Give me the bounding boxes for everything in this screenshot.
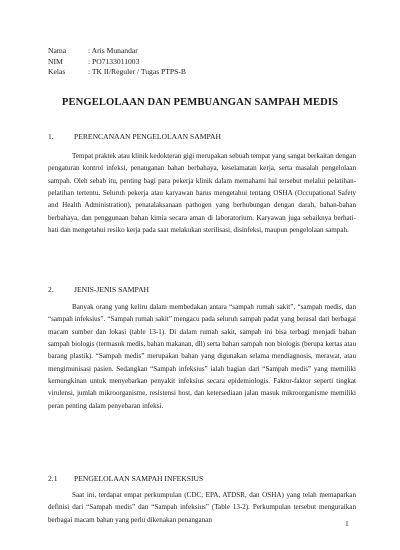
section-heading-2-1 (48, 474, 203, 483)
identity-row-class (48, 67, 186, 78)
section-body-2: Banyak orang yang keliru dalam membedakan antara “sampah rumah sakit”, “sampah medis, dan “sampah infeksius”. “Sampah rumah sakit” mengacu pada seluruh sampah padat yang berasal dari berbagai macam sumber dan lokasi (table 13-1). Di dalam rumah sakit, sampah ini bisa terbagi menjadi bahan sampah biologis (termasuk medis, bahan makanan, dll) serta bahan sampah non biologis (berupa kertas atau barang plastik). “Sampah medis” merupakan bahan yang digunakan selama mendiagnosis, merawat, atau mengimunisasi pasien. Sedangkan “Sampah infeksius” ialah bagian dari “Sampah medis” yang memiliki kemungkinan untuk menyebarkan penyakit infeksius secara epidemiologis. Faktor-faktor seperti tingkat virulensi, jumlah mikroorganisme, resistensi host, dan ketersediaan jalan masuk mikroorganisme memiliki peran penting dalam penyebaran infeksi. (48, 303, 356, 410)
section-title: PENGELOLAAN SAMPAH INFEKSIUS (74, 474, 204, 483)
identity-row-nim (48, 57, 186, 68)
section-body-2-1: Saat ini, terdapat empat perkumpulan (CDC, EPA, ATDSR, dan OSHA) yang telah memaparkan definisi dari “Sampah medis” dan “Sampah infeksius” (Table 13-2). Perkumpulan tersebut menguraikan berbagai macam bahan yang perlu dikenakan penanganan (48, 491, 356, 524)
identity-value: : PO7133011003 (88, 56, 140, 66)
identity-key: NIM (48, 56, 63, 66)
identity-key: Nama (48, 46, 67, 55)
identity-row-name (48, 46, 186, 57)
identity-key: Kelas (48, 67, 66, 76)
document-title: PENGELOLAAN DAN PEMBUANGAN SAMPAH MEDIS (61, 97, 339, 108)
identity-value: : TK II/Reguler / Tugas PTPS-B (88, 67, 186, 76)
page-number: 1 (345, 519, 349, 528)
section-number: 2.1 (48, 474, 58, 483)
section-title: JENIS-JENIS SAMPAH (74, 285, 150, 294)
section-number: 1. (48, 132, 54, 141)
section-number: 2. (48, 285, 54, 294)
section-heading-2 (48, 285, 149, 294)
section-body-1: Tempat praktek atau klinik kedokteran gigi merupakan sebuah tempat yang sangat berkaitan dengan pengaturan kontrol infeksi, penanganan bahan berbahaya, keselamatan kerja, serta masalah pengelolaan sampah. Oleh sebab itu, penting bagi para pekerja klinik dalam memahami hal tersebut melalui pelatihan-pelatihan tertentu. Seluruh pekerja atau karyawan harus mengetahui tentang OSHA (Occupational Safety and Health Administration), penatalaksanaan pathogen yang berhubungan dengan darah, bahan-bahan berbahaya, dan penggunaan bahan kimia secara aman di laboratorium. Karyawan juga sebaiknya berhati-hati dan mengetahui resiko kerja pada saat melakukan sterilisasi, disinfeksi, maupun pengelolaan sampah. (48, 152, 356, 235)
section-title: PERENCANAAN PENGELOLAAN SAMPAH (74, 132, 221, 141)
identity-value: : Aris Munandar (88, 46, 138, 55)
identity-block (48, 46, 186, 78)
section-heading-1 (48, 132, 221, 141)
